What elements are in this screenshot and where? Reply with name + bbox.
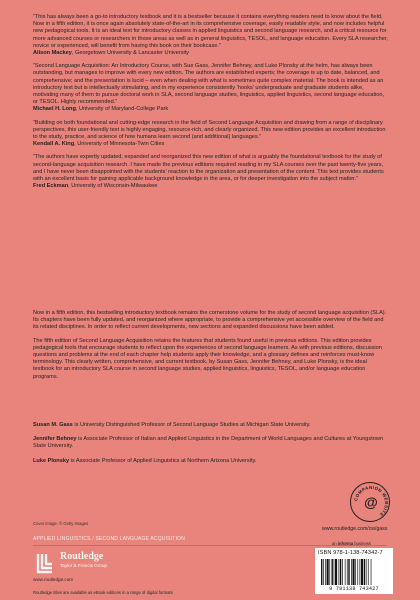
author-bio [33, 436, 389, 450]
book-description [33, 310, 389, 387]
ebook-footnote: Routledge titles are available as eBook editions in a range of digital formats [33, 590, 173, 595]
review-quote: “The authors have expertly updated, expanded and reorganized this new edition of what is arguably the foundational textbook for the study of second-language acquisition research. I have made the previous editions required reading in my SLA courses over the past twenty-five years, and I have never been disappointed with the students’ reaction to the organization and presentation of the content. This text provides students with an excellent basis for gaining applicable background knowledge in the area, or for deeper investigation into the subject matter.” [33, 154, 384, 183]
review-attribution [33, 106, 389, 113]
reviewer-name: Alison Mackey [33, 50, 72, 57]
isbn: ISBN 978-1-138-74342-7 [318, 550, 383, 556]
routledge-logo-icon [33, 551, 57, 575]
subject-categories: APPLIED LINGUISTICS / SECOND LANGUAGE ACQUISITION [33, 536, 186, 542]
reviews-section [33, 14, 389, 196]
barcode-panel [315, 548, 393, 594]
reviewer-affiliation: , University of Wisconsin-Milwaukee [68, 183, 158, 190]
informa-business [332, 541, 371, 546]
author-bio-text: is Associate Professor of Italian and Applied Linguistics in the Department of World Languages and Cultures at Youngstown State University. [33, 436, 384, 450]
author-bio-text: is Associate Professor of Applied Linguistics at Northern Arizona University. [69, 457, 257, 464]
review-quote: “This has always been a go-to introductory textbook and it is a bestseller because it contains everything readers need to know about the field. Now in a fifth edition, it is once again absolutely state-of-the-art in its comprehensive coverage, easily readable style, and now includes helpful new pedagogical tools. It is an ideal text for introductory classes in applied linguistics and second language research, and a critical resource for more advanced courses or researchers in those areas as well as in general linguistics, TESOL, and language education. Every SLA researcher, novice or experienced, will benefit from having this book on their bookcase.” [33, 14, 388, 49]
review-quote: “Second Language Acquisition: An Introductory Course, with Sue Gass, Jennifer Behney, and Luke Plonsky at the helm, has always been outstanding, but manages to improve with every new edition. The authors are established experts; the coverage is up to date, balanced, and comprehensive; and the presentation is lucid – even when dealing with what is sometimes quite complex material. The book is intended as an introductory text but is intellectually stimulating, and in my experience consistently ‘hooks’ undergraduate and graduate students alike, motivating many of them to pursue doctoral work in SLA, second language studies, linguistics, applied linguistics, second language education, or TESOL. Highly recommended.” [33, 63, 385, 106]
description-paragraph: The fifth edition of Second Language Acquisition retains the features that students found useful in previous editions. This edition provides pedagogical tools that encourage students to reflect upon the experiences of second language learners. As with previous editions, discussion questions and problems at the end of each chapter help students apply their knowledge, and a glossary defines and reinforces must-know terminology. This clearly written, comprehensive, and current textbook, by Susan Gass, Jennifer Behney, and Luke Plonsky, is the ideal textbook for an introductory SLA course in second language studies, applied linguistics, linguistics, TESOL, and/or language education programs. [33, 337, 382, 380]
author-bio [33, 458, 389, 465]
at-icon: @ [364, 494, 378, 510]
review-attribution [33, 183, 389, 190]
companion-url[interactable]: www.routledge.com/cw/gass [322, 526, 388, 532]
reviewer-affiliation: , Georgetown University & Lancaster University [71, 50, 190, 57]
review-attribution [33, 141, 389, 148]
review-1 [33, 14, 389, 57]
review-4 [33, 154, 389, 190]
reviewer-name: Michael H. Long [33, 106, 76, 113]
informa-prefix: an [332, 541, 338, 546]
barcode-icon [321, 559, 387, 585]
review-3 [33, 120, 389, 149]
companion-label: COMPANION WEBSITE [353, 484, 390, 518]
author-bio [33, 422, 389, 429]
reviewer-name: Fred Eckman [33, 183, 69, 190]
cover-credit: Cover image: © Getty Images [33, 521, 89, 526]
reviewer-affiliation: , University of Minnesota-Twin Cities [74, 141, 165, 148]
author-bio-text: is University Distinguished Professor of Second Language Studies at Michigan State University. [72, 422, 311, 428]
publisher-name: Routledge [60, 551, 104, 562]
author-bios [33, 422, 389, 472]
publisher-group: Taylor & Francis Group [60, 563, 107, 568]
reviewer-name: Kendall A. King [33, 141, 75, 148]
informa-brand: informa [337, 541, 354, 546]
description-paragraph: Now in a fifth edition, this bestselling introductory textbook remains the cornerstone volume for the study of second language acquisition (SLA). Its chapters have been fully updated, and reorganized where appropriate, to provide a comprehensive yet accessible overview of the field and its related disciplines. In order to reflect current developments, new sections and expanded discussions have been added. [33, 310, 387, 331]
review-2 [33, 63, 389, 113]
publisher-url[interactable]: www.routledge.com [33, 577, 74, 582]
reviewer-affiliation: , University of Maryland-College Park [75, 106, 169, 113]
review-quote: “Building on both foundational and cutting-edge research in the field of Second Language Acquisition and drawing from a range of disciplinary perspectives, this user-friendly text is highly engaging, resource-rich, and clearly organized. This new edition provides an excellent introduction to the study, practice, and science of how humans learn second (and additional) languages.” [33, 119, 386, 141]
author-name: Luke Plonsky [33, 457, 70, 464]
author-name: Susan M. Gass [33, 422, 73, 428]
companion-website-badge [350, 482, 390, 522]
barcode-digits: 9 781138 743427 [329, 586, 379, 592]
review-attribution [33, 50, 389, 57]
author-name: Jennifer Behney [33, 436, 77, 443]
informa-suffix: business [353, 541, 371, 546]
